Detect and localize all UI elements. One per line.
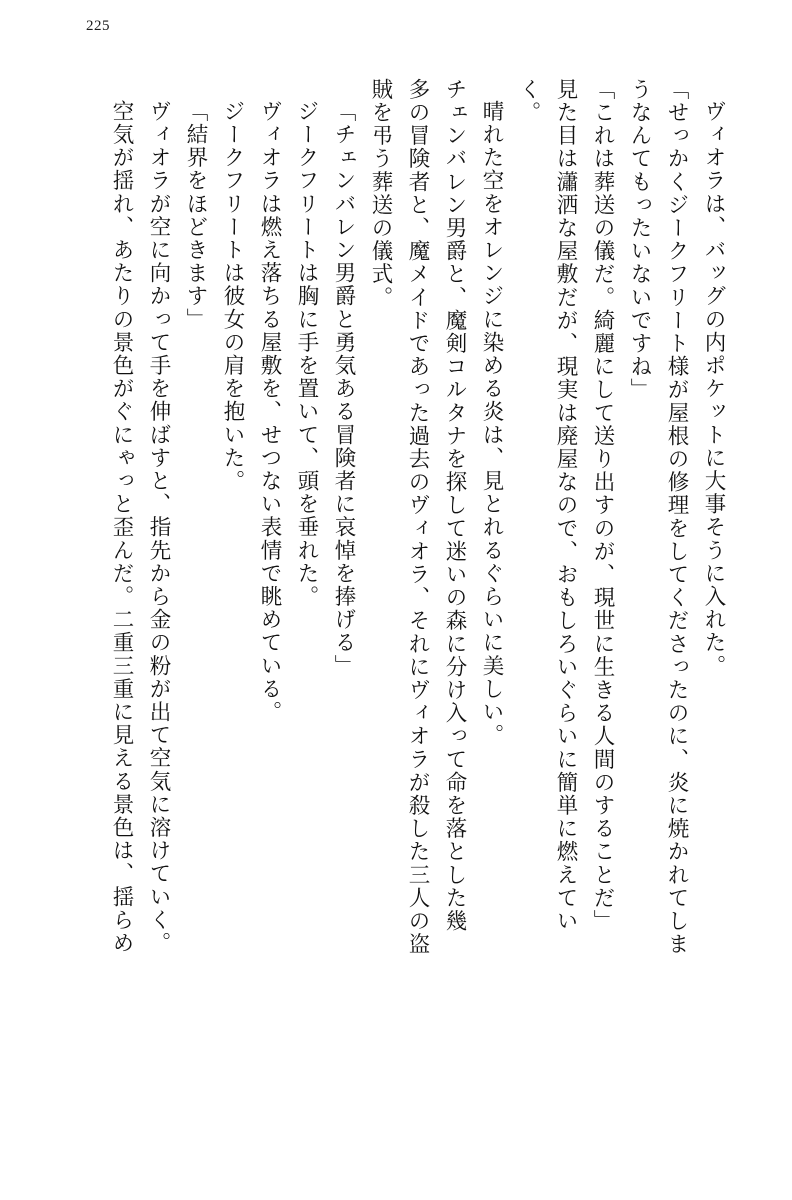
- text-line: ジークフリートは彼女の肩を抱いた。: [221, 100, 245, 493]
- text-line: チェンバレン男爵と、魔剣コルタナを探して迷いの森に分け入って命を落とした幾: [443, 78, 467, 933]
- text-line: 「チェンバレン男爵と勇気ある冒険者に哀悼を捧げる」: [332, 100, 356, 678]
- text-line: 「せっかくジークフリート様が屋根の修理をしてくださったのに、炎に焼かれてしま: [665, 78, 689, 956]
- text-line: 賊を弔う葬送の儀式。: [369, 78, 393, 309]
- text-line: ヴィオラが空に向かって手を伸ばすと、指先から金の粉が出て空気に溶けていく。: [147, 100, 171, 955]
- text-line: 多の冒険者と、魔メイドであった過去のヴィオラ、それにヴィオラが殺した三人の盗: [406, 78, 430, 956]
- text-line: 空気が揺れ、あたりの景色がぐにゃっと歪んだ。二重三重に見える景色は、揺らめ: [110, 100, 134, 955]
- text-line: ヴィオラは、バッグの内ポケットに大事そうに入れた。: [702, 100, 726, 678]
- text-line: うなんてもったいないですね」: [628, 78, 652, 402]
- text-line: ジークフリートは胸に手を置いて、頭を垂れた。: [295, 100, 319, 609]
- text-line: 見た目は瀟洒な屋敷だが、現実は廃屋なので、おもしろいぐらいに簡単に燃えてい: [554, 78, 578, 933]
- text-line: 「これは葬送の儀だ。綺麗にして送り出すのが、現世に生きる人間のすることだ」: [591, 78, 615, 933]
- vertical-text-body: [60, 78, 732, 1140]
- text-line: 晴れた空をオレンジに染める炎は、見とれるぐらいに美しい。: [480, 100, 504, 747]
- text-line: ヴィオラは燃え落ちる屋敷を、せつない表情で眺めている。: [258, 100, 282, 724]
- text-line: 「結界をほどきます」: [184, 100, 208, 331]
- text-line: く。: [517, 78, 541, 125]
- page-number: 225: [86, 18, 110, 34]
